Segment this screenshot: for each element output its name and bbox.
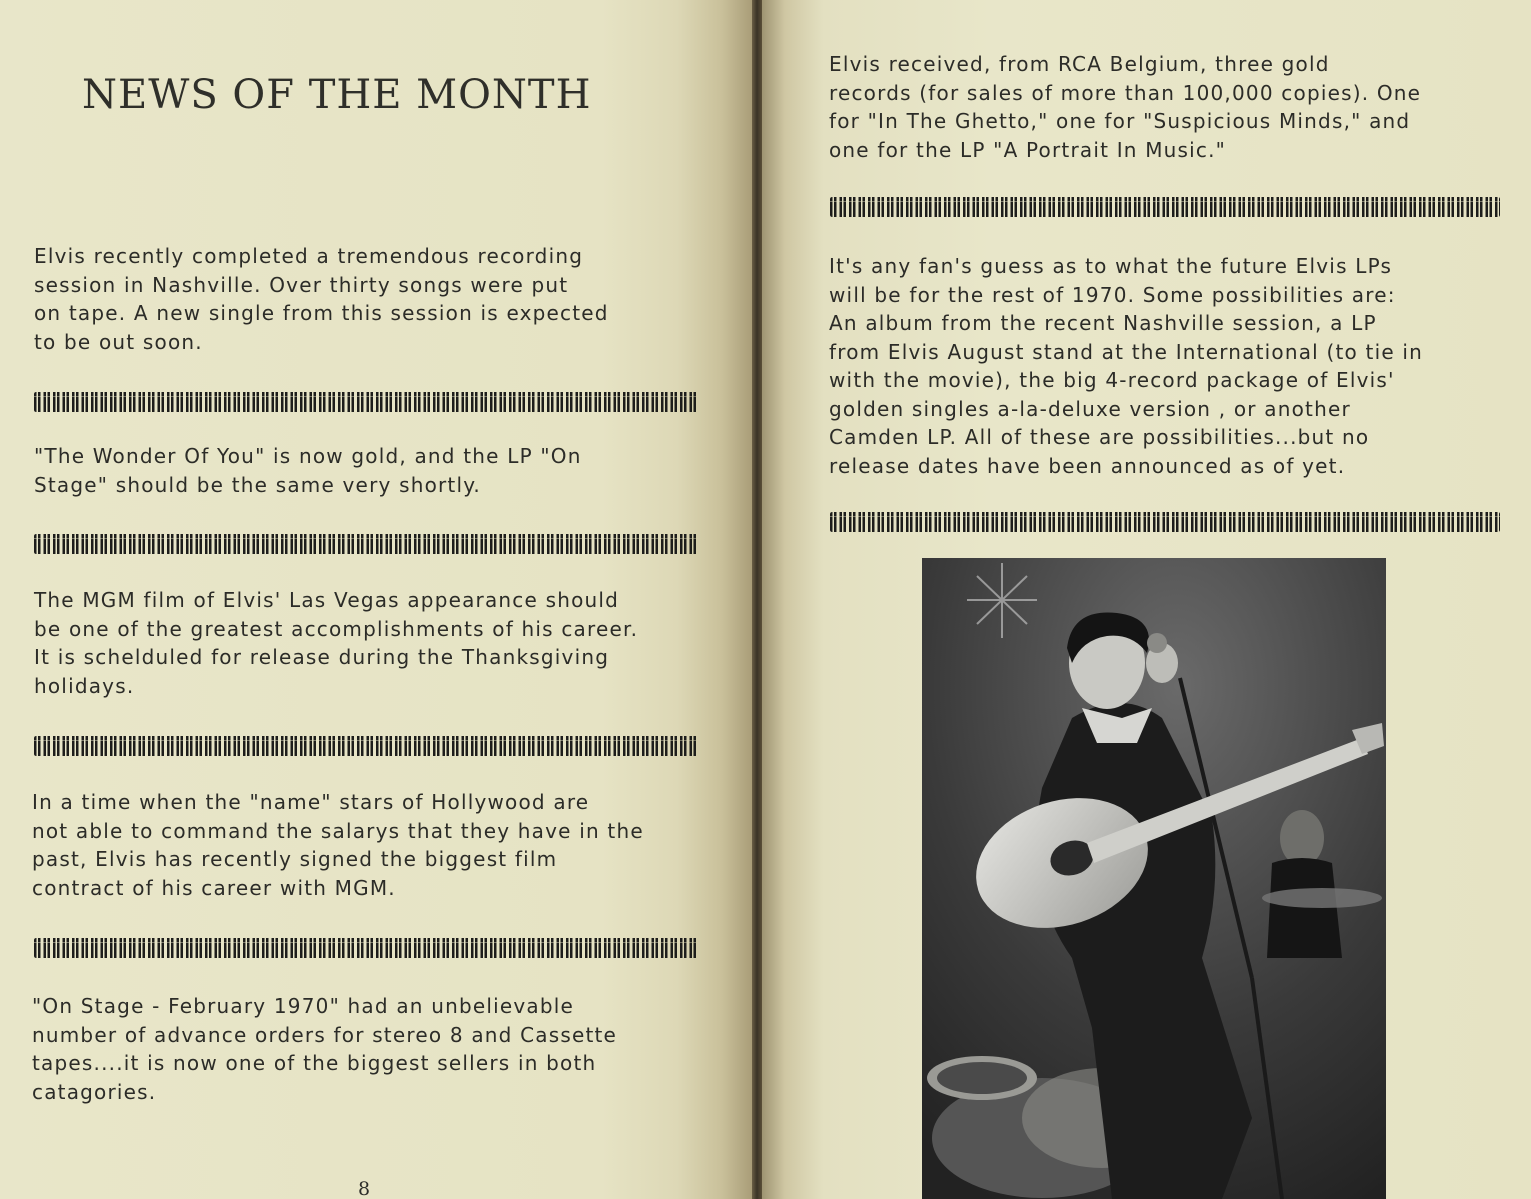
- news-paragraph-recording-session: Elvis recently completed a tremendous recording session in Nashville. Over thirty songs were put on tape. A new single from this session is expected to be out soon.: [34, 244, 609, 354]
- news-paragraph-film-contract: In a time when the "name" stars of Hollywood are not able to command the salarys that they have in the past, Elvis has recently signed the biggest film contract of his career with MGM.: [32, 790, 644, 900]
- page-number: 8: [358, 1178, 371, 1199]
- book-gutter: [752, 0, 762, 1199]
- ornament-divider: [34, 736, 698, 756]
- elvis-performing-photo: [922, 558, 1386, 1199]
- ornament-divider: [830, 197, 1500, 217]
- news-paragraph-mgm-film: The MGM film of Elvis' Las Vegas appearance should be one of the greatest accomplishments of his career. It is schelduled for release during the Thanksgiving holidays.: [34, 588, 639, 698]
- left-page: [0, 0, 752, 1199]
- news-paragraph-rca-belgium: Elvis received, from RCA Belgium, three gold records (for sales of more than 100,000 copies). One for "In The Ghetto," one for "Suspicious Minds," and one for the LP "A Portrait In Music.": [829, 52, 1422, 162]
- news-paragraph-future-lps: It's any fan's guess as to what the future Elvis LPs will be for the rest of 1970. Some possibilities are: An album from the recent Nashville session, a LP from Elvis August stand at the International (to tie in with the movie), the big 4-record package of Elvis' golden singles a-la-deluxe version , or another Camden LP. All of these are possibilities...but no release dates have been announced as of yet.: [829, 254, 1424, 478]
- page-title: NEWS OF THE MONTH: [82, 72, 592, 118]
- news-paragraph-wonder-of-you: "The Wonder Of You" is now gold, and the LP "On Stage" should be the same very shortly.: [34, 444, 582, 497]
- ornament-divider: [34, 938, 698, 958]
- ornament-divider: [34, 392, 698, 412]
- ornament-divider: [830, 512, 1500, 532]
- ornament-divider: [34, 534, 698, 554]
- news-paragraph-on-stage-orders: "On Stage - February 1970" had an unbelievable number of advance orders for stereo 8 and Cassette tapes....it is now one of the biggest sellers in both catagories.: [32, 994, 618, 1104]
- right-page: [762, 0, 1531, 1199]
